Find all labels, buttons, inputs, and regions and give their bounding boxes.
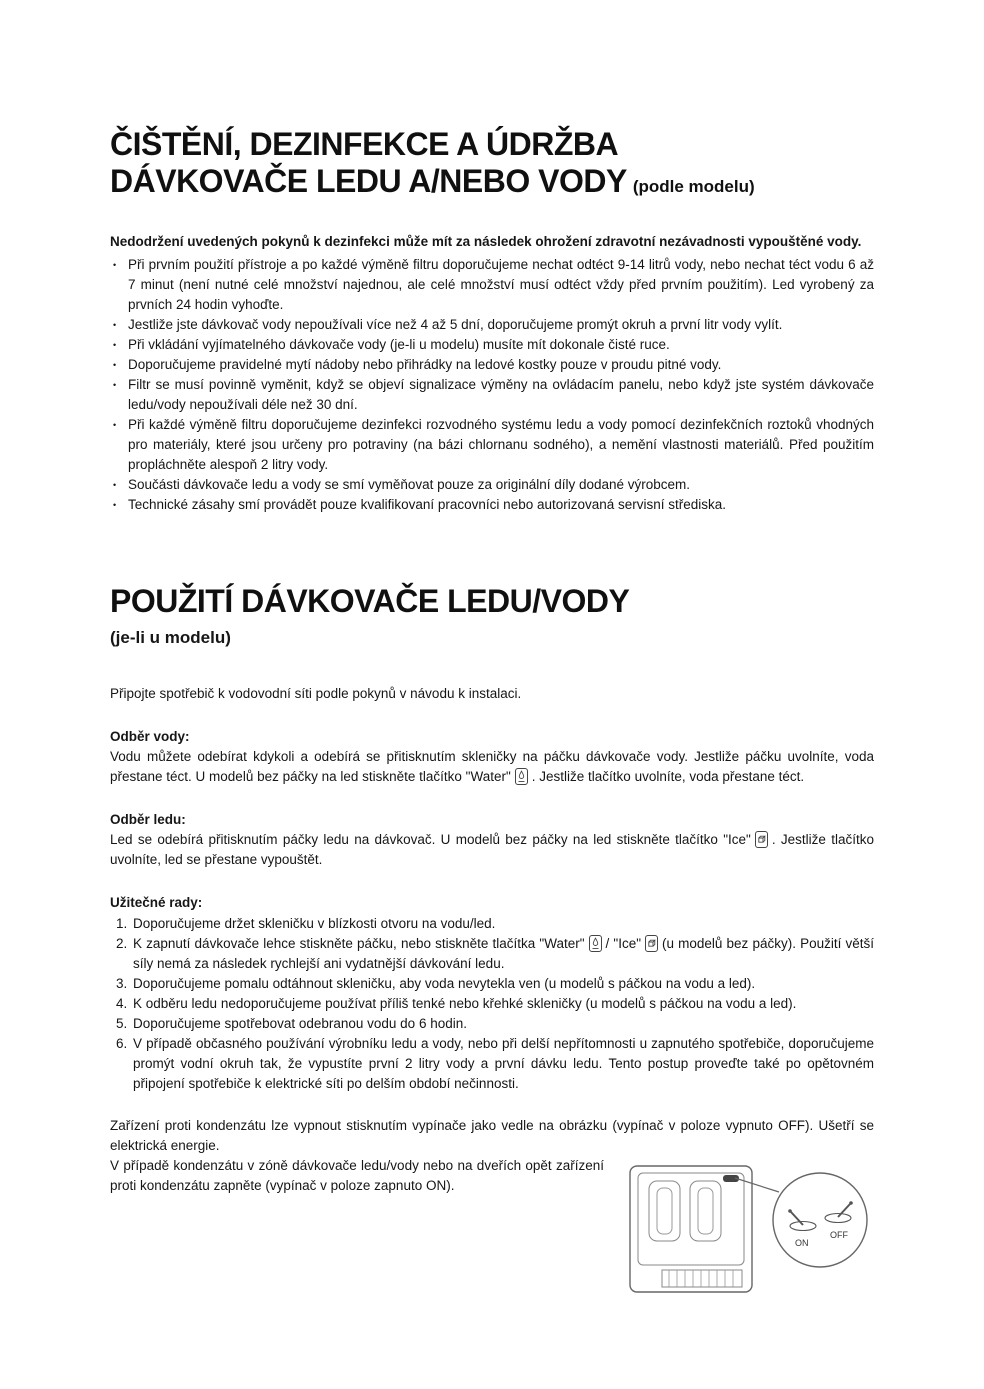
off-label: OFF [830,1230,848,1240]
dispenser-illustration [622,1160,874,1298]
tip2-part3: (u modelů bez páčky). Použití větší síly nemá za následek rychlejší ani vydatnější dávkování ledu. [133,936,875,971]
ice-paragraph-part2: . Jestliže tlačítko uvolníte, led se přestane vypouštět. [110,832,874,867]
ice-paragraph [110,830,874,870]
bullet-item: • Při prvním použití přístroje a po každé výměně filtru doporučujeme nechat odtéct 9-14 litrů vody, nebo nechat téct vodu 6 až 7 minut (není nutné celé množství najednou, ale celé množství musí odtéct vždy před prvním použitím). Led vyrobený za prvních 24 hodin vyhoďte. [110,255,874,315]
tip-item: 3. Doporučujeme pomalu odtáhnout skleničku, aby voda nevytekla ven (u modelů s páčkou na vodu a led). [131,974,874,994]
ice-paragraph-part1: Led se odebírá přitisknutím páčky ledu na dávkovač. U modelů bez páčky na led stiskněte tlačítko "Ice" [110,832,751,847]
tip-item: 6. V případě občasného používání výrobníku ledu a vody, nebo při delší nepřítomnosti u zapnutého spotřebiče, doporučujeme promýt vodní okruh tak, že vypustíte první 2 litry vody a první dávku ledu. Tento postup proveďte také po opětovném připojení spotřebiče k elektrické síti po delším období nečinnosti. [131,1034,874,1094]
ice-heading: Odběr ledu: [110,812,186,827]
on-label: ON [795,1238,809,1248]
usage-section-subtitle: (je-li u modelu) [110,628,231,647]
ice-button-icon [755,831,768,848]
usage-section-title: POUŽITÍ DÁVKOVAČE LEDU/VODY [110,583,630,619]
ice-button-icon [645,935,658,952]
bullet-item: • Doporučujeme pravidelné mytí nádoby nebo přihrádky na ledové kostky pouze v proudu pitné vody. [110,355,874,375]
tip-item: 5. Doporučujeme spotřebovat odebranou vodu do 6 hodin. [131,1014,874,1034]
water-heading: Odběr vody: [110,729,190,744]
page-title [110,126,874,205]
magnifier-circle [773,1173,867,1267]
bullet-item: • Součásti dávkovače ledu a vody se smí vyměňovat pouze za originální díly dodané výrobcem. [110,475,874,495]
water-button-icon [589,935,602,952]
anticondensation-section [110,1116,874,1248]
bullet-item: • Filtr se musí povinně vyměnit, když se objeví signalizace výměny na ovládacím panelu, nebo když jste systém dávkovače ledu/vody nepoužívali déle než 30 dní. [110,375,874,415]
tip-item [131,934,874,974]
tip-item: 1. Doporučujeme držet skleničku v blízkosti otvoru na vodu/led. [131,914,874,934]
tips-list [110,914,874,1094]
usage-section [110,583,874,1094]
tip-item: 4. K odběru ledu nedoporučujeme používat příliš tenké nebo křehké skleničky (u modelů s páčkou na vodu a led). [131,994,874,1014]
page-title-line1: ČIŠTĚNÍ, DEZINFEKCE A ÚDRŽBA [110,126,619,162]
water-paragraph [110,747,874,787]
bullet-item: • Technické zásahy smí provádět pouze kvalifikovaní pracovníci nebo autorizovaná servisní střediska. [110,495,874,515]
anticondensation-paragraph-2: V případě kondenzátu v zóně dávkovače ledu/vody nebo na dveřích opět zařízení proti kondenzátu zapněte (vypínač v poloze zapnuto ON). [110,1158,604,1193]
bullet-item: • Při vkládání vyjímatelného dávkovače vody (je-li u modelu) musíte mít dokonale čisté ruce. [110,335,874,355]
water-paragraph-part2: . Jestliže tlačítko uvolníte, voda přestane téct. [531,769,805,784]
tips-heading: Užitečné rady: [110,895,203,910]
page-title-note: (podle modelu) [632,177,755,196]
disinfection-bullet-list [110,255,874,515]
water-button-icon [515,768,528,785]
water-paragraph-part1: Vodu můžete odebírat kdykoli a odebírá se přitisknutím skleničky na páčku dávkovače vody. Jestliže páčku uvolníte, voda přestane téct. U modelů bez páčky na led stiskněte tlačítko "Water" [110,749,874,784]
dispenser-illustration-graphic [622,1160,874,1298]
tip2-part2: / "Ice" [605,936,641,951]
disinfection-warning: Nedodržení uvedených pokynů k dezinfekci může mít za následek ohrožení zdravotní nezávadnosti vypouštěné vody. [110,234,862,249]
page-title-line2: DÁVKOVAČE LEDU A/NEBO VODY [110,163,627,199]
tip2-part1: K zapnutí dávkovače lehce stiskněte páčku, nebo stiskněte tlačítka "Water" [133,936,585,951]
usage-intro: Připojte spotřebič k vodovodní síti podle pokynů v návodu k instalaci. [110,686,522,701]
bullet-item: • Při každé výměně filtru doporučujeme dezinfekci rozvodného systému ledu a vody pomocí dezinfekčních roztoků vhodných pro materiály, které jsou určeny pro potraviny (na bázi chlornanu sodného), a nemění vlastnosti materiálů. Před použitím propláchněte alespoň 2 litry vody. [110,415,874,475]
anticondensation-paragraph-1: Zařízení proti kondenzátu lze vypnout stisknutím vypínače jako vedle na obrázku (vypínač v poloze vypnuto OFF). Ušetří se elektrická energie. [110,1118,874,1153]
bullet-item: • Jestliže jste dávkovač vody nepoužívali více než 4 až 5 dní, doporučujeme promýt okruh a první litr vody vylít. [110,315,874,335]
